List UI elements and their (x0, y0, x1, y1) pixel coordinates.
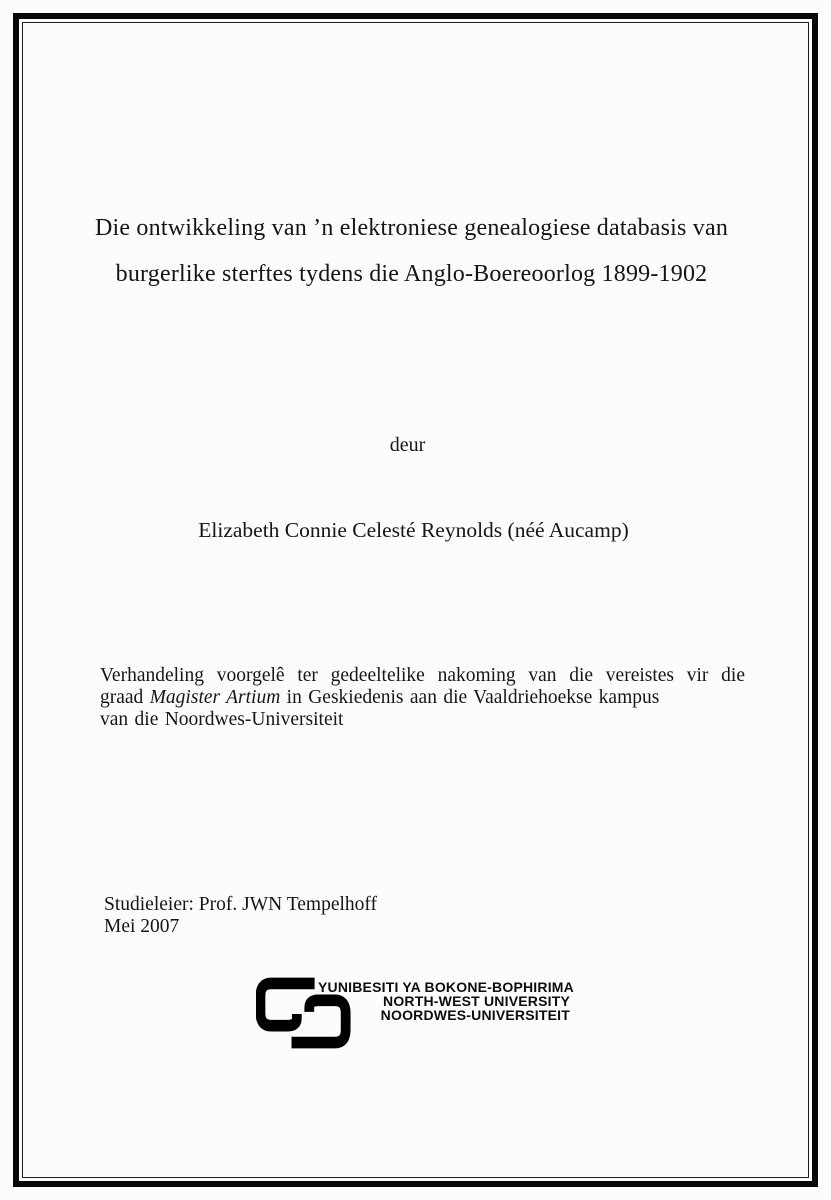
degree-statement (100, 665, 745, 731)
thesis-title (0, 205, 823, 297)
degree-name-italic: Magister Artium (149, 687, 281, 708)
degree-statement-line-1: Verhandeling voorgelê ter gedeeltelike nakoming van die vereistes vir die (100, 665, 745, 686)
supervisor-line: Studieleier: Prof. JWN Tempelhoff (104, 894, 378, 915)
byline-deur: deur (389, 434, 426, 456)
thesis-title-line-2: burgerlike sterftes tydens die Anglo-Boereoorlog 1899-1902 (115, 261, 708, 287)
nwu-logo-wordmark (318, 979, 574, 1023)
logo-line-afrikaans: NOORDWES-UNIVERSITEIT (380, 1006, 570, 1023)
supervisor-block (104, 894, 377, 937)
degree-statement-line-2 (100, 687, 745, 709)
date-line: Mei 2007 (104, 915, 180, 937)
thesis-title-line-1: Die ontwikkeling van ’n elektroniese genealogiese databasis van (94, 215, 729, 241)
degree-statement-line-2-pre: graad (100, 687, 150, 708)
author-name: Elizabeth Connie Celesté Reynolds (néé Aucamp) (198, 518, 629, 542)
logo-line-setswana: YUNIBESITI YA BOKONE-BOPHIRIMA (318, 979, 574, 995)
degree-statement-line-3: van die Noordwes-Universiteit (100, 709, 344, 730)
logo-line-english: NORTH-WEST UNIVERSITY (383, 992, 570, 1009)
degree-statement-line-2-post: in Geskiedenis aan die Vaaldriehoekse kampus (280, 687, 660, 708)
